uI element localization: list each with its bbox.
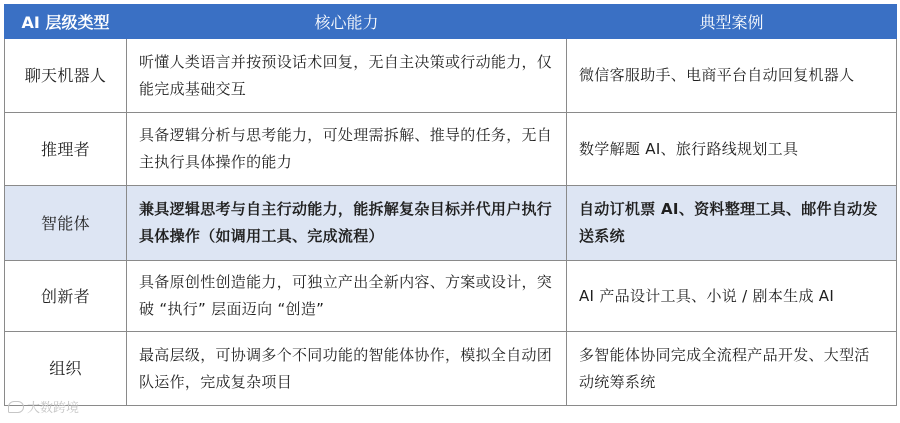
row-example-cell: AI 产品设计工具、小说 / 剧本生成 AI — [567, 261, 897, 332]
table-row — [5, 261, 897, 332]
header-typical-example: 典型案例 — [567, 5, 897, 39]
row-capability-cell: 具备原创性创造能力，可独立产出全新内容、方案或设计，突破 “执行” 层面迈向 “创造” — [127, 261, 567, 332]
ai-levels-table — [4, 4, 897, 406]
header-ai-level-type: AI 层级类型 — [5, 5, 127, 39]
watermark — [8, 397, 79, 416]
table-row-highlighted — [5, 186, 897, 261]
row-capability-cell: 听懂人类语言并按预设话术回复，无自主决策或行动能力，仅能完成基础交互 — [127, 39, 567, 113]
chat-bubble-icon — [8, 401, 24, 413]
table-header-row — [5, 5, 897, 39]
table-row — [5, 332, 897, 406]
row-capability-cell: 兼具逻辑思考与自主行动能力，能拆解复杂目标并代用户执行具体操作（如调用工具、完成流程） — [127, 186, 567, 261]
row-type-cell: 创新者 — [5, 261, 127, 332]
row-type-cell: 推理者 — [5, 113, 127, 186]
row-example-cell: 微信客服助手、电商平台自动回复机器人 — [567, 39, 897, 113]
table-row — [5, 113, 897, 186]
watermark-text: 大数跨境 — [27, 401, 80, 416]
row-capability-cell: 最高层级，可协调多个不同功能的智能体协作，模拟全自动团队运作，完成复杂项目 — [127, 332, 567, 406]
row-type-cell: 组织 — [5, 332, 127, 406]
row-capability-cell: 具备逻辑分析与思考能力，可处理需拆解、推导的任务，无自主执行具体操作的能力 — [127, 113, 567, 186]
row-type-cell: 聊天机器人 — [5, 39, 127, 113]
header-core-capability: 核心能力 — [127, 5, 567, 39]
row-type-cell: 智能体 — [5, 186, 127, 261]
row-example-cell: 自动订机票 AI、资料整理工具、邮件自动发送系统 — [567, 186, 897, 261]
row-example-cell: 数学解题 AI、旅行路线规划工具 — [567, 113, 897, 186]
row-example-cell: 多智能体协同完成全流程产品开发、大型活动统筹系统 — [567, 332, 897, 406]
table-row — [5, 39, 897, 113]
